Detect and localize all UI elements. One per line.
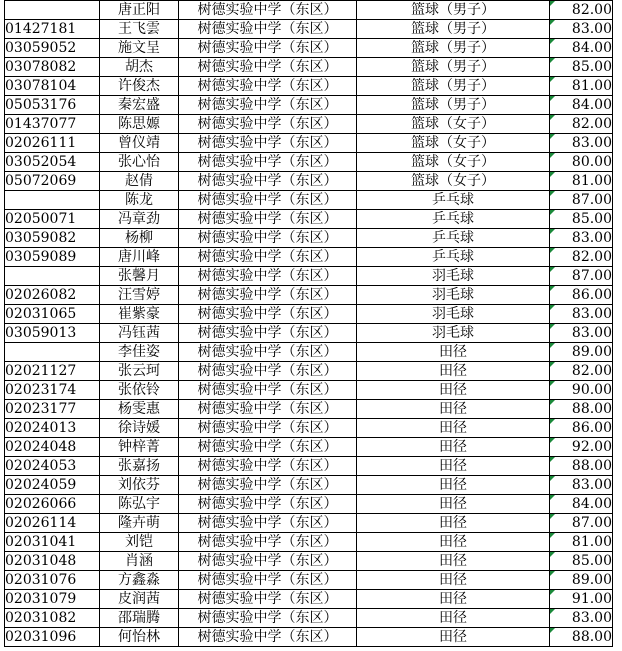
school-cell[interactable]: 树德实验中学（东区） [179, 476, 357, 495]
table-row [5, 590, 613, 609]
student-id-cell[interactable]: 01437077 [5, 115, 100, 134]
student-id-cell[interactable]: 02031065 [5, 305, 100, 324]
score-cell[interactable]: 84.00 [550, 495, 613, 514]
student-name-cell[interactable]: 许俊杰 [100, 77, 179, 96]
student-id-cell[interactable]: 02023174 [5, 381, 100, 400]
table-row [5, 324, 613, 343]
sport-cell[interactable]: 田径 [357, 419, 550, 438]
student-id-cell[interactable]: 03059089 [5, 248, 100, 267]
table-row [5, 39, 613, 58]
student-name-cell[interactable]: 方鑫淼 [100, 571, 179, 590]
school-cell[interactable]: 树德实验中学（东区） [179, 362, 357, 381]
school-cell[interactable]: 树德实验中学（东区） [179, 286, 357, 305]
school-cell[interactable]: 树德实验中学（东区） [179, 134, 357, 153]
table-row [5, 495, 613, 514]
table-row [5, 438, 613, 457]
student-id-cell[interactable] [5, 343, 100, 362]
student-id-cell[interactable]: 02024048 [5, 438, 100, 457]
score-cell[interactable]: 90.00 [550, 381, 613, 400]
school-cell[interactable]: 树德实验中学（东区） [179, 628, 357, 647]
school-cell[interactable]: 树德实验中学（东区） [179, 172, 357, 191]
student-name-cell[interactable]: 陈弘宇 [100, 495, 179, 514]
sport-cell[interactable]: 篮球（女子） [357, 134, 550, 153]
student-name-cell[interactable]: 张依铃 [100, 381, 179, 400]
score-cell[interactable]: 84.00 [550, 39, 613, 58]
school-cell[interactable]: 树德实验中学（东区） [179, 267, 357, 286]
student-name-cell[interactable]: 邵瑞腾 [100, 609, 179, 628]
student-id-cell[interactable]: 02024053 [5, 457, 100, 476]
score-cell[interactable]: 89.00 [550, 571, 613, 590]
score-cell[interactable]: 88.00 [550, 628, 613, 647]
school-cell[interactable]: 树德实验中学（东区） [179, 438, 357, 457]
score-cell[interactable]: 85.00 [550, 210, 613, 229]
student-name-cell[interactable]: 赵倩 [100, 172, 179, 191]
score-cell[interactable]: 83.00 [550, 609, 613, 628]
student-name-cell[interactable]: 曾仪靖 [100, 134, 179, 153]
sport-cell[interactable]: 篮球（男子） [357, 39, 550, 58]
sport-cell[interactable]: 田径 [357, 495, 550, 514]
sport-cell[interactable]: 羽毛球 [357, 324, 550, 343]
score-cell[interactable]: 85.00 [550, 58, 613, 77]
score-cell[interactable]: 87.00 [550, 514, 613, 533]
student-name-cell[interactable]: 张馨月 [100, 267, 179, 286]
score-cell[interactable]: 81.00 [550, 77, 613, 96]
student-name-cell[interactable]: 李佳姿 [100, 343, 179, 362]
score-cell[interactable]: 89.00 [550, 343, 613, 362]
student-id-cell[interactable]: 01427181 [5, 20, 100, 39]
score-cell[interactable]: 86.00 [550, 286, 613, 305]
student-id-cell[interactable]: 02031079 [5, 590, 100, 609]
student-name-cell[interactable]: 陈龙 [100, 191, 179, 210]
table-row [5, 134, 613, 153]
student-id-cell[interactable]: 02050071 [5, 210, 100, 229]
school-cell[interactable]: 树德实验中学（东区） [179, 495, 357, 514]
table-row [5, 343, 613, 362]
sport-cell[interactable]: 田径 [357, 533, 550, 552]
table-row [5, 229, 613, 248]
table-row [5, 20, 613, 39]
score-cell[interactable]: 81.00 [550, 533, 613, 552]
student-name-cell[interactable]: 秦宏盛 [100, 96, 179, 115]
student-id-cell[interactable]: 02031096 [5, 628, 100, 647]
sport-cell[interactable]: 乒乓球 [357, 210, 550, 229]
table-row [5, 552, 613, 571]
table-row [5, 77, 613, 96]
student-id-cell[interactable]: 02026066 [5, 495, 100, 514]
table-row [5, 115, 613, 134]
student-name-cell[interactable]: 刘铠 [100, 533, 179, 552]
table-row [5, 248, 613, 267]
school-cell[interactable]: 树德实验中学（东区） [179, 210, 357, 229]
student-name-cell[interactable]: 皮润茜 [100, 590, 179, 609]
table-row [5, 381, 613, 400]
student-name-cell[interactable]: 隆卉萌 [100, 514, 179, 533]
table-row [5, 267, 613, 286]
sport-cell[interactable]: 田径 [357, 571, 550, 590]
score-cell[interactable]: 83.00 [550, 134, 613, 153]
sport-cell[interactable]: 篮球（男子） [357, 77, 550, 96]
score-cell[interactable]: 88.00 [550, 400, 613, 419]
student-name-cell[interactable]: 冯钰茜 [100, 324, 179, 343]
score-cell[interactable]: 83.00 [550, 305, 613, 324]
sport-cell[interactable]: 田径 [357, 400, 550, 419]
student-id-cell[interactable] [5, 191, 100, 210]
school-cell[interactable]: 树德实验中学（东区） [179, 248, 357, 267]
school-cell[interactable]: 树德实验中学（东区） [179, 533, 357, 552]
score-cell[interactable]: 87.00 [550, 267, 613, 286]
sport-cell[interactable]: 篮球（男子） [357, 96, 550, 115]
school-cell[interactable]: 树德实验中学（东区） [179, 58, 357, 77]
student-id-cell[interactable]: 03078104 [5, 77, 100, 96]
student-id-cell[interactable]: 05072069 [5, 172, 100, 191]
score-cell[interactable]: 83.00 [550, 476, 613, 495]
table-row [5, 628, 613, 647]
score-cell[interactable]: 85.00 [550, 552, 613, 571]
school-cell[interactable]: 树德实验中学（东区） [179, 96, 357, 115]
student-name-cell[interactable]: 冯章劲 [100, 210, 179, 229]
student-name-cell[interactable]: 何怡林 [100, 628, 179, 647]
student-id-cell[interactable]: 02031082 [5, 609, 100, 628]
student-name-cell[interactable]: 施文呈 [100, 39, 179, 58]
student-id-cell[interactable]: 03059052 [5, 39, 100, 58]
student-name-cell[interactable]: 唐正阳 [100, 1, 179, 20]
student-name-cell[interactable]: 汪雪婷 [100, 286, 179, 305]
table-row [5, 1, 613, 20]
sport-cell[interactable]: 篮球（男子） [357, 58, 550, 77]
table-row [5, 172, 613, 191]
student-id-cell[interactable]: 02024013 [5, 419, 100, 438]
table-row [5, 153, 613, 172]
student-id-cell[interactable]: 02031076 [5, 571, 100, 590]
sport-cell[interactable]: 篮球（女子） [357, 115, 550, 134]
student-name-cell[interactable]: 杨柳 [100, 229, 179, 248]
school-cell[interactable]: 树德实验中学（东区） [179, 609, 357, 628]
school-cell[interactable]: 树德实验中学（东区） [179, 1, 357, 20]
student-id-cell[interactable]: 02026114 [5, 514, 100, 533]
sport-cell[interactable]: 篮球（男子） [357, 1, 550, 20]
score-cell[interactable]: 83.00 [550, 229, 613, 248]
table-body [5, 1, 613, 647]
sport-cell[interactable]: 田径 [357, 552, 550, 571]
sport-cell[interactable]: 田径 [357, 438, 550, 457]
score-cell[interactable]: 82.00 [550, 248, 613, 267]
table-row [5, 571, 613, 590]
student-name-cell[interactable]: 唐川峰 [100, 248, 179, 267]
school-cell[interactable]: 树德实验中学（东区） [179, 343, 357, 362]
student-id-cell[interactable]: 02024059 [5, 476, 100, 495]
sport-cell[interactable]: 田径 [357, 628, 550, 647]
table-row [5, 533, 613, 552]
table-row [5, 609, 613, 628]
student-id-cell[interactable]: 03059013 [5, 324, 100, 343]
school-cell[interactable]: 树德实验中学（东区） [179, 571, 357, 590]
school-cell[interactable]: 树德实验中学（东区） [179, 457, 357, 476]
table-row [5, 96, 613, 115]
student-name-cell[interactable]: 王飞雲 [100, 20, 179, 39]
sport-cell[interactable]: 羽毛球 [357, 267, 550, 286]
score-cell[interactable]: 87.00 [550, 191, 613, 210]
table-row [5, 400, 613, 419]
student-id-cell[interactable] [5, 267, 100, 286]
school-cell[interactable]: 树德实验中学（东区） [179, 115, 357, 134]
sport-cell[interactable]: 田径 [357, 381, 550, 400]
school-cell[interactable]: 树德实验中学（东区） [179, 39, 357, 58]
school-cell[interactable]: 树德实验中学（东区） [179, 400, 357, 419]
student-name-cell[interactable]: 肖涵 [100, 552, 179, 571]
table-row [5, 476, 613, 495]
student-name-cell[interactable]: 张心怡 [100, 153, 179, 172]
student-name-cell[interactable]: 崔紫豪 [100, 305, 179, 324]
sport-cell[interactable]: 羽毛球 [357, 286, 550, 305]
score-cell[interactable]: 81.00 [550, 172, 613, 191]
school-cell[interactable]: 树德实验中学（东区） [179, 305, 357, 324]
student-id-cell[interactable]: 02031048 [5, 552, 100, 571]
student-id-cell[interactable]: 02023177 [5, 400, 100, 419]
student-id-cell[interactable]: 03052054 [5, 153, 100, 172]
school-cell[interactable]: 树德实验中学（东区） [179, 552, 357, 571]
table-row [5, 210, 613, 229]
student-name-cell[interactable]: 徐诗媛 [100, 419, 179, 438]
score-cell[interactable]: 82.00 [550, 1, 613, 20]
score-cell[interactable]: 83.00 [550, 20, 613, 39]
school-cell[interactable]: 树德实验中学（东区） [179, 381, 357, 400]
sport-cell[interactable]: 乒乓球 [357, 248, 550, 267]
student-name-cell[interactable]: 刘依芬 [100, 476, 179, 495]
sport-cell[interactable]: 田径 [357, 514, 550, 533]
school-cell[interactable]: 树德实验中学（东区） [179, 324, 357, 343]
student-id-cell[interactable] [5, 1, 100, 20]
sport-cell[interactable]: 田径 [357, 590, 550, 609]
sport-cell[interactable]: 田径 [357, 476, 550, 495]
score-cell[interactable]: 80.00 [550, 153, 613, 172]
score-cell[interactable]: 84.00 [550, 96, 613, 115]
sport-cell[interactable]: 乒乓球 [357, 229, 550, 248]
sport-cell[interactable]: 羽毛球 [357, 305, 550, 324]
table-row [5, 305, 613, 324]
sport-cell[interactable]: 篮球（男子） [357, 20, 550, 39]
school-cell[interactable]: 树德实验中学（东区） [179, 20, 357, 39]
school-cell[interactable]: 树德实验中学（东区） [179, 229, 357, 248]
student-id-cell[interactable]: 05053176 [5, 96, 100, 115]
sport-cell[interactable]: 田径 [357, 457, 550, 476]
student-id-cell[interactable]: 02031041 [5, 533, 100, 552]
school-cell[interactable]: 树德实验中学（东区） [179, 191, 357, 210]
score-cell[interactable]: 92.00 [550, 438, 613, 457]
sport-cell[interactable]: 篮球（女子） [357, 172, 550, 191]
student-id-cell[interactable]: 02026082 [5, 286, 100, 305]
table-row [5, 419, 613, 438]
student-name-cell[interactable]: 杨雯惠 [100, 400, 179, 419]
score-cell[interactable]: 88.00 [550, 457, 613, 476]
table-row [5, 58, 613, 77]
student-id-cell[interactable]: 03078082 [5, 58, 100, 77]
school-cell[interactable]: 树德实验中学（东区） [179, 77, 357, 96]
table-row [5, 362, 613, 381]
score-cell[interactable]: 82.00 [550, 362, 613, 381]
score-cell[interactable]: 82.00 [550, 115, 613, 134]
score-cell[interactable]: 83.00 [550, 324, 613, 343]
table-row [5, 457, 613, 476]
student-name-cell[interactable]: 张云珂 [100, 362, 179, 381]
score-cell[interactable]: 86.00 [550, 419, 613, 438]
student-id-cell[interactable]: 02021127 [5, 362, 100, 381]
sport-cell[interactable]: 田径 [357, 609, 550, 628]
school-cell[interactable]: 树德实验中学（东区） [179, 514, 357, 533]
spreadsheet-table [4, 0, 613, 647]
school-cell[interactable]: 树德实验中学（东区） [179, 419, 357, 438]
score-cell[interactable]: 91.00 [550, 590, 613, 609]
student-id-cell[interactable]: 02026111 [5, 134, 100, 153]
sport-cell[interactable]: 田径 [357, 362, 550, 381]
table-row [5, 286, 613, 305]
sport-cell[interactable]: 篮球（女子） [357, 153, 550, 172]
table-row [5, 191, 613, 210]
student-name-cell[interactable]: 胡杰 [100, 58, 179, 77]
student-name-cell[interactable]: 陈思嫄 [100, 115, 179, 134]
student-id-cell[interactable]: 03059082 [5, 229, 100, 248]
table-row [5, 514, 613, 533]
sport-cell[interactable]: 田径 [357, 343, 550, 362]
student-name-cell[interactable]: 张嘉扬 [100, 457, 179, 476]
sport-cell[interactable]: 乒乓球 [357, 191, 550, 210]
school-cell[interactable]: 树德实验中学（东区） [179, 590, 357, 609]
school-cell[interactable]: 树德实验中学（东区） [179, 153, 357, 172]
student-name-cell[interactable]: 钟梓菁 [100, 438, 179, 457]
